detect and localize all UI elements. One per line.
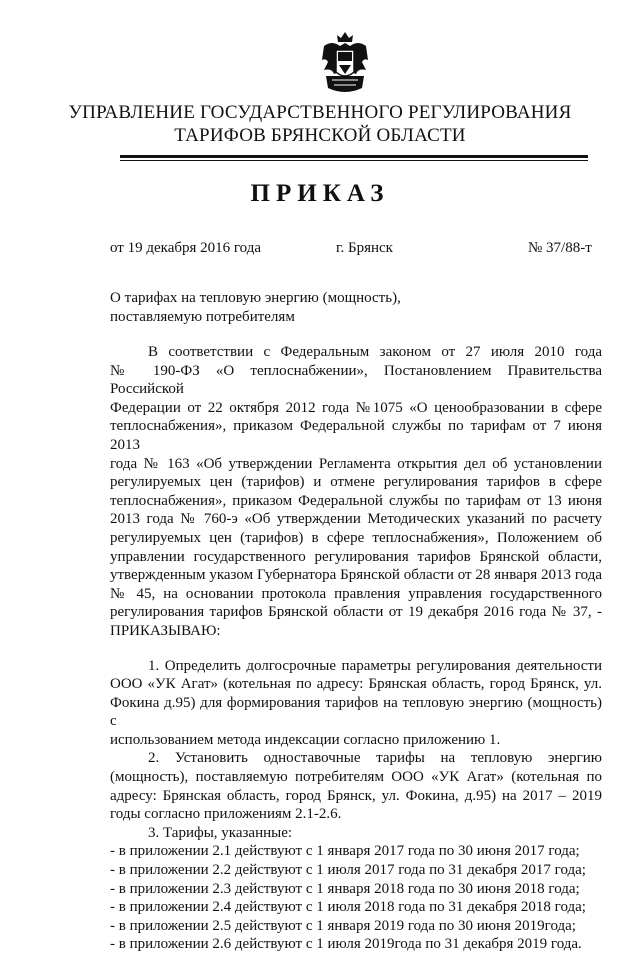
preamble-line: года № 163 «Об утверждении Регламента открытия дел об установлении [110, 455, 602, 474]
order-keyword: ПРИКАЗЫВАЮ: [110, 622, 602, 641]
preamble-line: № 45, на основании протокола правления управления государственного [110, 585, 602, 604]
item-line: 2. Установить одноставочные тарифы на тепловую энергию [110, 749, 602, 768]
tariff-period-line: - в приложении 2.5 действуют с 1 января 2019 года по 30 июня 2019года; [110, 917, 602, 936]
coat-of-arms-emblem [318, 30, 372, 96]
document-subject [110, 289, 401, 327]
document-body [110, 343, 602, 954]
preamble-line: № 190-ФЗ «О теплоснабжении», Постановлением Правительства Российской [110, 362, 602, 399]
preamble-line: утвержденным указом Губернатора Брянской области от 28 января 2013 года [110, 566, 602, 585]
document-city: г. Брянск [336, 240, 393, 257]
item-line: 1. Определить долгосрочные параметры регулирования деятельности [110, 657, 602, 676]
header-divider-thin [120, 160, 588, 161]
preamble-line: теплоснабжения», приказом Федеральной службы по тарифам от 7 июня 2013 [110, 417, 602, 454]
item-line: 3. Тарифы, указанные: [110, 824, 602, 843]
document-number: № 37/88-т [528, 240, 592, 257]
item-line: Фокина д.95) для формирования тарифов на тепловую энергию (мощность) с [110, 694, 602, 731]
preamble-line: 2013 года № 760-э «Об утверждении Методических указаний по расчету [110, 510, 602, 529]
document-title: ПРИКАЗ [0, 180, 640, 208]
preamble-line: В соответствии с Федеральным законом от 27 июля 2010 года [110, 343, 602, 362]
tariff-period-line: - в приложении 2.4 действуют с 1 июля 2018 года по 31 декабря 2018 года; [110, 898, 602, 917]
preamble-line: теплоснабжения», приказом Федеральной службы по тарифам от 13 июня [110, 492, 602, 511]
tariff-period-line: - в приложении 2.3 действуют с 1 января 2018 года по 30 июня 2018 года; [110, 880, 602, 899]
preamble-line: управлении государственного регулирования тарифов Брянской области, [110, 548, 602, 567]
item-line: ООО «УК Агат» (котельная по адресу: Брянская область, город Брянск, ул. [110, 675, 602, 694]
preamble-line: Федерации от 22 октября 2012 года №1075 «О ценообразовании в сфере [110, 399, 602, 418]
preamble-line: регулирования тарифов Брянской области от 19 декабря 2016 года № 37, - [110, 603, 602, 622]
tariff-period-line: - в приложении 2.2 действуют с 1 июля 2017 года по 31 декабря 2017 года; [110, 861, 602, 880]
org-name-line-1: УПРАВЛЕНИЕ ГОСУДАРСТВЕННОГО РЕГУЛИРОВАНИЯ [0, 102, 640, 124]
org-name-line-2: ТАРИФОВ БРЯНСКОЙ ОБЛАСТИ [0, 125, 640, 147]
item-line: использованием метода индексации согласно приложению 1. [110, 731, 602, 750]
subject-line: О тарифах на тепловую энергию (мощность), [110, 289, 401, 308]
order-items [110, 657, 602, 954]
item-line: (мощность), поставляемую потребителям ООО «УК Агат» (котельная по [110, 768, 602, 787]
item-line: адресу: Брянская область, город Брянск, ул. Фокина, д.95) на 2017 – 2019 [110, 787, 602, 806]
header-divider-thick [120, 155, 588, 158]
document-date: от 19 декабря 2016 года [110, 240, 261, 257]
preamble-paragraph [110, 343, 602, 641]
item-line: годы согласно приложениям 2.1-2.6. [110, 805, 602, 824]
tariff-period-line: - в приложении 2.6 действуют с 1 июля 2019года по 31 декабря 2019 года. [110, 935, 602, 954]
tariff-period-line: - в приложении 2.1 действуют с 1 января 2017 года по 30 июня 2017 года; [110, 842, 602, 861]
preamble-line: регулируемых цен (тарифов) и отмене регулирования тарифов в сфере [110, 473, 602, 492]
subject-line: поставляемую потребителям [110, 308, 401, 327]
preamble-line: регулируемых цен (тарифов) в сфере теплоснабжения», Положением об [110, 529, 602, 548]
